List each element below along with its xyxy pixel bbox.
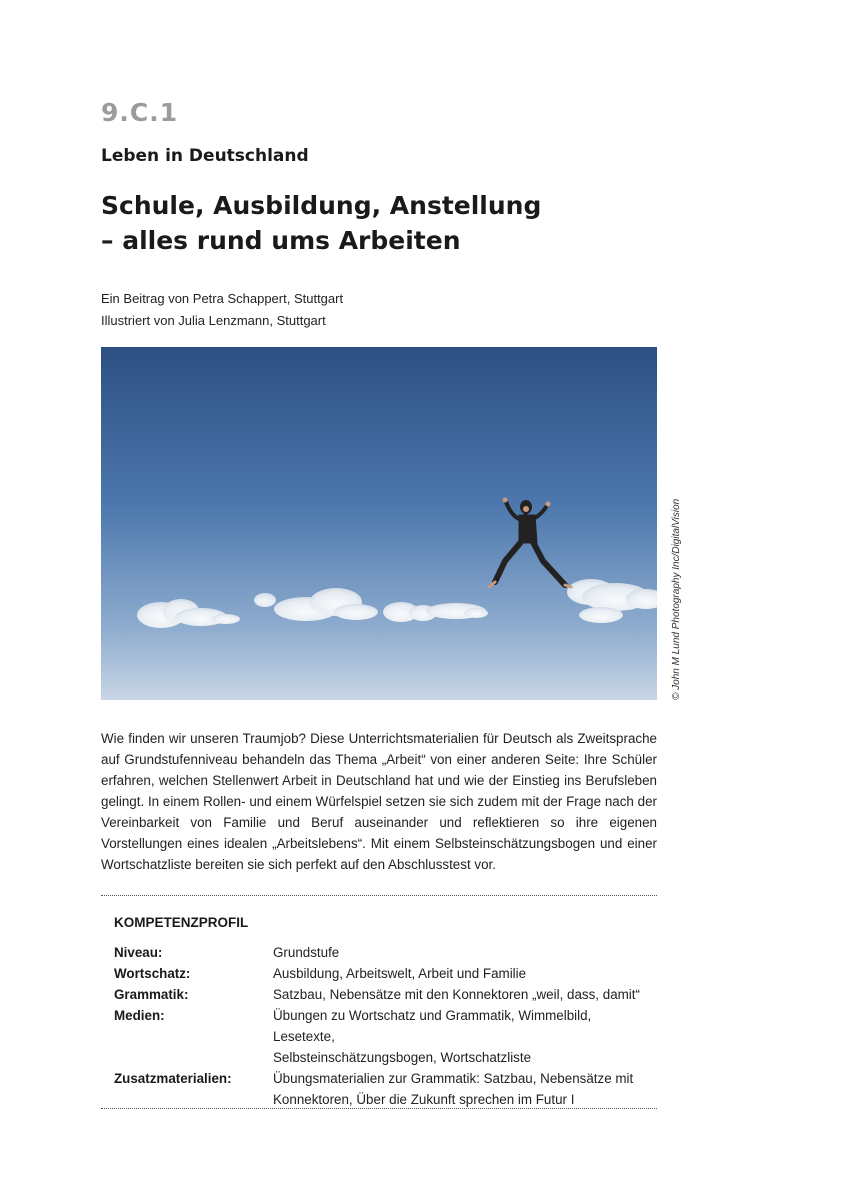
section-code: 9.C.1 — [101, 98, 179, 127]
kp-label: Grammatik: — [114, 987, 189, 1002]
kp-value — [273, 942, 654, 963]
kp-value-line: Übungen zu Wortschatz und Grammatik, Wimmelbild, Lesetexte, — [273, 1008, 592, 1044]
kompetenzprofil-heading: KOMPETENZPROFIL — [114, 915, 249, 930]
kp-value-line: Konnektoren, Über die Zukunft sprechen im Futur I — [273, 1092, 575, 1107]
kp-value-line: Satzbau, Nebensätze mit den Konnektoren „weil, dass, damit“ — [273, 987, 640, 1002]
divider-top — [101, 895, 657, 896]
kp-label: Niveau: — [114, 945, 163, 960]
kp-row-zusatzmaterialien — [114, 1068, 654, 1110]
sky-illustration — [101, 347, 657, 700]
cloud-small — [254, 593, 276, 607]
page-title — [101, 188, 541, 258]
intro-paragraph: Wie finden wir unseren Traumjob? Diese Unterrichtsmaterialien für Deutsch als Zweitsprache auf Grundstufenniveau behandeln das Thema „Arbeit“ von einer anderen Seite: Ihre Schüler erfahren, welchen Stellenwert Arbeit in Deutschland hat und wie der Einstieg ins Berufsleben gelingt. In einem Rollen- und einem Würfelspiel setzen sie sich zudem mit der Frage nach der Vereinbarkeit von Familie und Beruf auseinander und reflektieren so ihre eigenen Vorstellungen eines idealen „Arbeitslebens“. Mit einem Selbsteinschätzungsbogen und einer Wortschatzliste bereiten sie sich perfekt auf den Abschlusstest vor. — [101, 731, 657, 872]
byline — [101, 288, 343, 332]
kp-row-grammatik — [114, 984, 654, 1005]
kp-value — [273, 1005, 654, 1068]
cover-photo — [101, 347, 657, 700]
kp-value-line: Ausbildung, Arbeitswelt, Arbeit und Familie — [273, 966, 527, 981]
series-title: Leben in Deutschland — [101, 146, 309, 166]
kp-value-line: Übungsmaterialien zur Grammatik: Satzbau, Nebensätze mit — [273, 1071, 634, 1086]
kp-label: Medien: — [114, 1008, 165, 1023]
title-line-2: – alles rund ums Arbeiten — [101, 226, 461, 255]
kp-value — [273, 1068, 654, 1110]
title-line-1: Schule, Ausbildung, Anstellung — [101, 191, 542, 220]
kp-value-line: Selbsteinschätzungsbogen, Wortschatzliste — [273, 1050, 532, 1065]
photo-credit: © John M Lund Photography Inc/DigitalVision — [671, 498, 682, 700]
kp-label: Zusatzmaterialien: — [114, 1071, 232, 1086]
illustrator-line: Illustriert von Julia Lenzmann, Stuttgart — [101, 313, 326, 328]
author-line: Ein Beitrag von Petra Schappert, Stuttgart — [101, 291, 344, 306]
kp-value — [273, 984, 654, 1005]
kp-row-niveau — [114, 942, 654, 963]
kp-row-wortschatz — [114, 963, 654, 984]
kp-row-medien — [114, 1005, 654, 1068]
sky-background — [101, 347, 657, 700]
divider-bottom — [101, 1108, 657, 1109]
kp-label: Wortschatz: — [114, 966, 191, 981]
kompetenzprofil-table — [114, 942, 654, 1110]
kp-value — [273, 963, 654, 984]
kp-value-line: Grundstufe — [273, 945, 340, 960]
